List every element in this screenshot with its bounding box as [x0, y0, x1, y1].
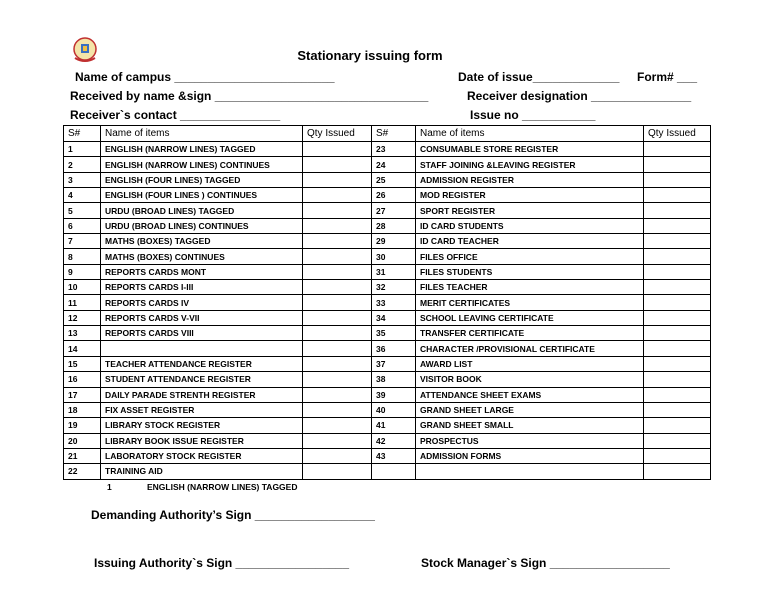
qty-issued-cell[interactable]	[644, 433, 711, 448]
row-number	[372, 464, 416, 479]
qty-issued-cell[interactable]	[303, 295, 372, 310]
item-name	[101, 341, 303, 356]
item-name: ID CARD STUDENTS	[416, 218, 644, 233]
row-number: 11	[64, 295, 101, 310]
qty-issued-cell[interactable]	[303, 418, 372, 433]
table-row	[64, 203, 711, 218]
qty-issued-cell[interactable]	[303, 280, 372, 295]
col-header-name: Name of items	[101, 126, 303, 142]
qty-issued-cell[interactable]	[303, 188, 372, 203]
qty-issued-cell[interactable]	[644, 188, 711, 203]
qty-issued-cell[interactable]	[303, 341, 372, 356]
sub-item-number: 1	[107, 482, 112, 492]
item-name: REPORTS CARDS I-III	[101, 280, 303, 295]
item-name: SPORT REGISTER	[416, 203, 644, 218]
row-number: 34	[372, 310, 416, 325]
qty-issued-cell[interactable]	[303, 433, 372, 448]
item-name: REPORTS CARDS V-VII	[101, 310, 303, 325]
issue-no-field[interactable]: Issue no ___________	[470, 108, 596, 122]
qty-issued-cell[interactable]	[644, 402, 711, 417]
item-name: ENGLISH (NARROW LINES) TAGGED	[101, 142, 303, 157]
row-number: 14	[64, 341, 101, 356]
row-number: 12	[64, 310, 101, 325]
row-number: 36	[372, 341, 416, 356]
item-name: STAFF JOINING &LEAVING REGISTER	[416, 157, 644, 172]
row-number: 1	[64, 142, 101, 157]
row-number: 19	[64, 418, 101, 433]
items-table	[63, 125, 711, 480]
row-number: 37	[372, 356, 416, 371]
item-name: REPORTS CARDS MONT	[101, 264, 303, 279]
qty-issued-cell[interactable]	[644, 234, 711, 249]
item-name: MATHS (BOXES) CONTINUES	[101, 249, 303, 264]
col-header-sno: S#	[372, 126, 416, 142]
row-number: 17	[64, 387, 101, 402]
item-name: GRAND SHEET LARGE	[416, 402, 644, 417]
qty-issued-cell[interactable]	[644, 372, 711, 387]
table-row	[64, 188, 711, 203]
table-row	[64, 326, 711, 341]
row-number: 43	[372, 448, 416, 463]
stock-manager-sign[interactable]: Stock Manager`s Sign __________________	[421, 556, 670, 570]
qty-issued-cell[interactable]	[303, 218, 372, 233]
item-name: MOD REGISTER	[416, 188, 644, 203]
name-of-campus-field[interactable]: Name of campus ________________________	[75, 70, 335, 84]
item-name: LIBRARY STOCK REGISTER	[101, 418, 303, 433]
item-name: FIX ASSET REGISTER	[101, 402, 303, 417]
row-number: 38	[372, 372, 416, 387]
item-name: FILES TEACHER	[416, 280, 644, 295]
table-row	[64, 218, 711, 233]
qty-issued-cell[interactable]	[303, 203, 372, 218]
col-header-qty: Qty Issued	[644, 126, 711, 142]
item-name: LIBRARY BOOK ISSUE REGISTER	[101, 433, 303, 448]
table-row	[64, 172, 711, 187]
qty-issued-cell[interactable]	[303, 387, 372, 402]
item-name: PROSPECTUS	[416, 433, 644, 448]
qty-issued-cell[interactable]	[644, 264, 711, 279]
table-row	[64, 356, 711, 371]
table-row	[64, 310, 711, 325]
table-row	[64, 142, 711, 157]
item-name: ENGLISH (NARROW LINES) CONTINUES	[101, 157, 303, 172]
table-row	[64, 372, 711, 387]
table-row	[64, 157, 711, 172]
item-name: ENGLISH (FOUR LINES ) CONTINUES	[101, 188, 303, 203]
qty-issued-cell[interactable]	[644, 448, 711, 463]
receiver-designation-field[interactable]: Receiver designation _______________	[467, 89, 692, 103]
row-number: 2	[64, 157, 101, 172]
qty-issued-cell[interactable]	[303, 142, 372, 157]
row-number: 15	[64, 356, 101, 371]
qty-issued-cell[interactable]	[644, 310, 711, 325]
qty-issued-cell[interactable]	[644, 464, 711, 479]
table-header-row	[64, 126, 711, 142]
qty-issued-cell[interactable]	[644, 418, 711, 433]
row-number: 8	[64, 249, 101, 264]
row-number: 18	[64, 402, 101, 417]
form-number-field[interactable]: Form# ___	[637, 70, 698, 84]
row-number: 20	[64, 433, 101, 448]
item-name: ID CARD TEACHER	[416, 234, 644, 249]
table-row	[64, 341, 711, 356]
row-number: 4	[64, 188, 101, 203]
item-name	[416, 464, 644, 479]
sub-item-name: ENGLISH (NARROW LINES) TAGGED	[147, 482, 298, 492]
col-header-sno: S#	[64, 126, 101, 142]
qty-issued-cell[interactable]	[644, 218, 711, 233]
qty-issued-cell[interactable]	[303, 249, 372, 264]
table-row	[64, 418, 711, 433]
row-number: 32	[372, 280, 416, 295]
qty-issued-cell[interactable]	[303, 402, 372, 417]
item-name: CHARACTER /PROVISIONAL CERTIFICATE	[416, 341, 644, 356]
qty-issued-cell[interactable]	[303, 157, 372, 172]
table-row	[64, 464, 711, 479]
item-name: MATHS (BOXES) TAGGED	[101, 234, 303, 249]
row-number: 10	[64, 280, 101, 295]
qty-issued-cell[interactable]	[644, 295, 711, 310]
sub-item-row	[107, 482, 297, 492]
row-number: 29	[372, 234, 416, 249]
qty-issued-cell[interactable]	[644, 172, 711, 187]
row-number: 35	[372, 326, 416, 341]
item-name: GRAND SHEET SMALL	[416, 418, 644, 433]
table-row	[64, 448, 711, 463]
row-number: 22	[64, 464, 101, 479]
qty-issued-cell[interactable]	[303, 464, 372, 479]
item-name: FILES STUDENTS	[416, 264, 644, 279]
qty-issued-cell[interactable]	[644, 249, 711, 264]
row-number: 27	[372, 203, 416, 218]
item-name: AWARD LIST	[416, 356, 644, 371]
item-name: ADMISSION FORMS	[416, 448, 644, 463]
qty-issued-cell[interactable]	[303, 234, 372, 249]
qty-issued-cell[interactable]	[644, 280, 711, 295]
table-row	[64, 433, 711, 448]
item-name: SCHOOL LEAVING CERTIFICATE	[416, 310, 644, 325]
row-number: 9	[64, 264, 101, 279]
item-name: TEACHER ATTENDANCE REGISTER	[101, 356, 303, 371]
table-row	[64, 387, 711, 402]
row-number: 6	[64, 218, 101, 233]
item-name: URDU (BROAD LINES) TAGGED	[101, 203, 303, 218]
table-row	[64, 402, 711, 417]
row-number: 3	[64, 172, 101, 187]
item-name: STUDENT ATTENDANCE REGISTER	[101, 372, 303, 387]
row-number: 24	[372, 157, 416, 172]
item-name: LABORATORY STOCK REGISTER	[101, 448, 303, 463]
qty-issued-cell[interactable]	[303, 326, 372, 341]
table-row	[64, 295, 711, 310]
row-number: 28	[372, 218, 416, 233]
qty-issued-cell[interactable]	[644, 203, 711, 218]
item-name: ADMISSION REGISTER	[416, 172, 644, 187]
qty-issued-cell[interactable]	[644, 387, 711, 402]
row-number: 5	[64, 203, 101, 218]
qty-issued-cell[interactable]	[303, 448, 372, 463]
row-number: 26	[372, 188, 416, 203]
item-name: CONSUMABLE STORE REGISTER	[416, 142, 644, 157]
row-number: 16	[64, 372, 101, 387]
qty-issued-cell[interactable]	[303, 264, 372, 279]
item-name: VISITOR BOOK	[416, 372, 644, 387]
row-number: 33	[372, 295, 416, 310]
qty-issued-cell[interactable]	[303, 372, 372, 387]
table-row	[64, 280, 711, 295]
row-number: 25	[372, 172, 416, 187]
qty-issued-cell[interactable]	[303, 172, 372, 187]
row-number: 30	[372, 249, 416, 264]
demanding-authority-sign[interactable]: Demanding Authority’s Sign __________________	[91, 508, 375, 522]
receiver-contact-field[interactable]: Receiver`s contact _______________	[70, 108, 281, 122]
qty-issued-cell[interactable]	[644, 157, 711, 172]
item-name: REPORTS CARDS IV	[101, 295, 303, 310]
col-header-qty: Qty Issued	[303, 126, 372, 142]
table-row	[64, 264, 711, 279]
qty-issued-cell[interactable]	[644, 142, 711, 157]
issuing-authority-sign[interactable]: Issuing Authority`s Sign _________________	[94, 556, 350, 570]
item-name: URDU (BROAD LINES) CONTINUES	[101, 218, 303, 233]
received-by-field[interactable]: Received by name &sign ________________________________	[70, 89, 429, 103]
qty-issued-cell[interactable]	[303, 356, 372, 371]
row-number: 39	[372, 387, 416, 402]
table-row	[64, 249, 711, 264]
row-number: 41	[372, 418, 416, 433]
col-header-name: Name of items	[416, 126, 644, 142]
form-title: Stationary issuing form	[297, 48, 443, 63]
row-number: 31	[372, 264, 416, 279]
item-name: ATTENDANCE SHEET EXAMS	[416, 387, 644, 402]
table-row	[64, 234, 711, 249]
item-name: TRAINING AID	[101, 464, 303, 479]
row-number: 7	[64, 234, 101, 249]
item-name: REPORTS CARDS VIII	[101, 326, 303, 341]
qty-issued-cell[interactable]	[644, 341, 711, 356]
item-name: ENGLISH (FOUR LINES) TAGGED	[101, 172, 303, 187]
row-number: 40	[372, 402, 416, 417]
row-number: 42	[372, 433, 416, 448]
item-name: TRANSFER CERTIFICATE	[416, 326, 644, 341]
item-name: DAILY PARADE STRENTH REGISTER	[101, 387, 303, 402]
row-number: 13	[64, 326, 101, 341]
qty-issued-cell[interactable]	[644, 356, 711, 371]
date-of-issue-field[interactable]: Date of issue_____________	[458, 70, 620, 84]
row-number: 23	[372, 142, 416, 157]
item-name: FILES OFFICE	[416, 249, 644, 264]
row-number: 21	[64, 448, 101, 463]
qty-issued-cell[interactable]	[303, 310, 372, 325]
item-name: MERIT CERTIFICATES	[416, 295, 644, 310]
qty-issued-cell[interactable]	[644, 326, 711, 341]
